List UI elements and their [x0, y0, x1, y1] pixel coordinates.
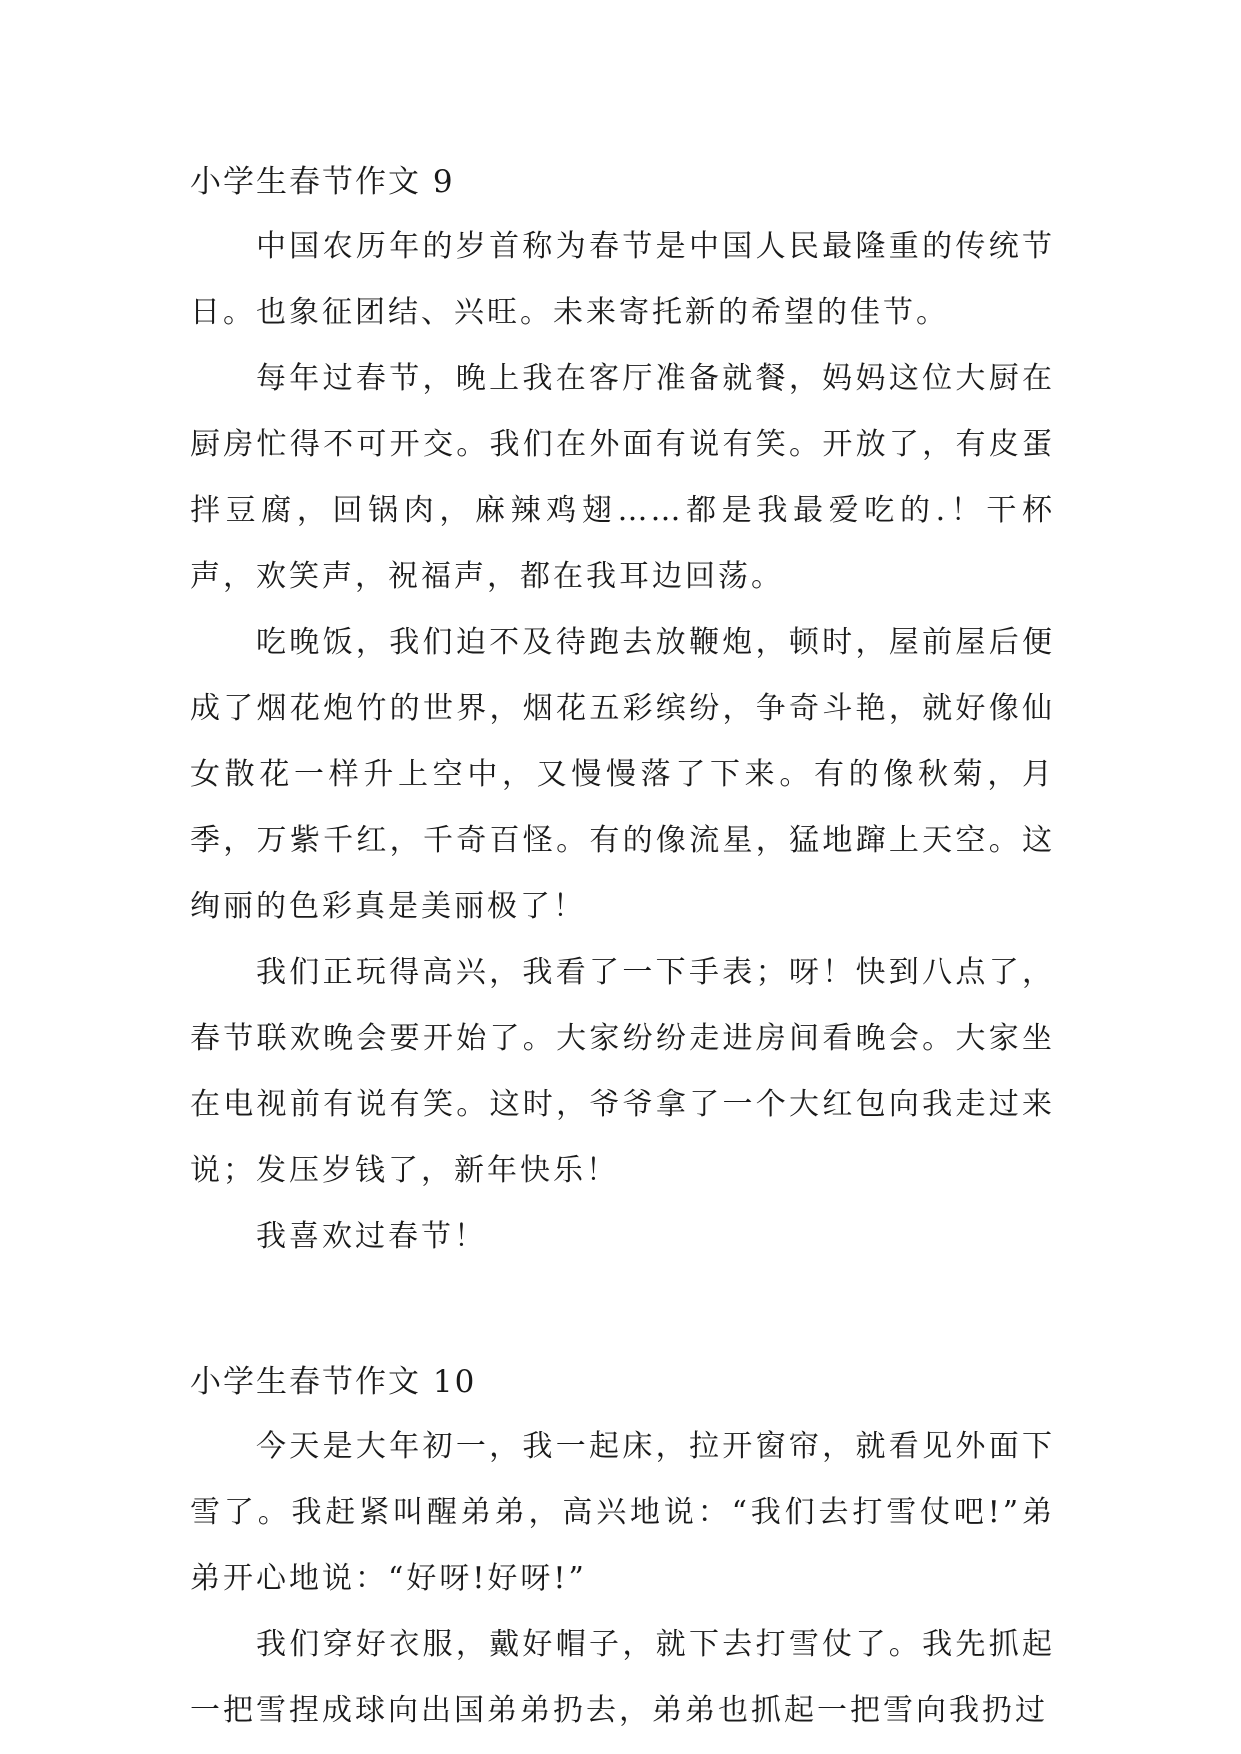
paragraph: 中国农历年的岁首称为春节是中国人民最隆重的传统节日。也象征团结、兴旺。未来寄托新的希望的佳节。 [190, 229, 1055, 330]
paragraph: 每年过春节，晚上我在客厅准备就餐，妈妈这位大厨在厨房忙得不可开交。我们在外面有说有笑。开放了，有皮蛋拌豆腐，回锅肉，麻辣鸡翅……都是我最爱吃的.！干杯声，欢笑声，祝福声，都在我耳边回荡。 [190, 361, 1055, 594]
essay-10 [190, 1350, 1055, 1744]
paragraph: 我们正玩得高兴，我看了一下手表；呀！快到八点了，春节联欢晚会要开始了。大家纷纷走进房间看晚会。大家坐在电视前有说有笑。这时，爷爷拿了一个大红包向我走过来说；发压岁钱了，新年快乐！ [190, 955, 1055, 1188]
paragraph: 吃晚饭，我们迫不及待跑去放鞭炮，顿时，屋前屋后便成了烟花炮竹的世界，烟花五彩缤纷，争奇斗艳，就好像仙女散花一样升上空中，又慢慢落了下来。有的像秋菊，月季，万紫千红，千奇百怪。有的像流星，猛地蹿上天空。这绚丽的色彩真是美丽极了！ [190, 625, 1055, 924]
document-page [190, 150, 1055, 1744]
essay-title: 小学生春节作文 10 [190, 1364, 477, 1400]
essay-title: 小学生春节作文 9 [190, 164, 455, 200]
paragraph: 今天是大年初一，我一起床，拉开窗帘，就看见外面下雪了。我赶紧叫醒弟弟，高兴地说：“我们去打雪仗吧!”弟弟开心地说：“好呀!好呀!” [190, 1429, 1055, 1596]
essay-9 [190, 150, 1055, 1270]
paragraph: 我喜欢过春节！ [256, 1219, 487, 1254]
section-gap [190, 1270, 1055, 1350]
paragraph: 我们穿好衣服，戴好帽子，就下去打雪仗了。我先抓起一把雪捏成球向出国弟弟扔去，弟弟也抓起一把雪向我扔过 [190, 1627, 1055, 1728]
